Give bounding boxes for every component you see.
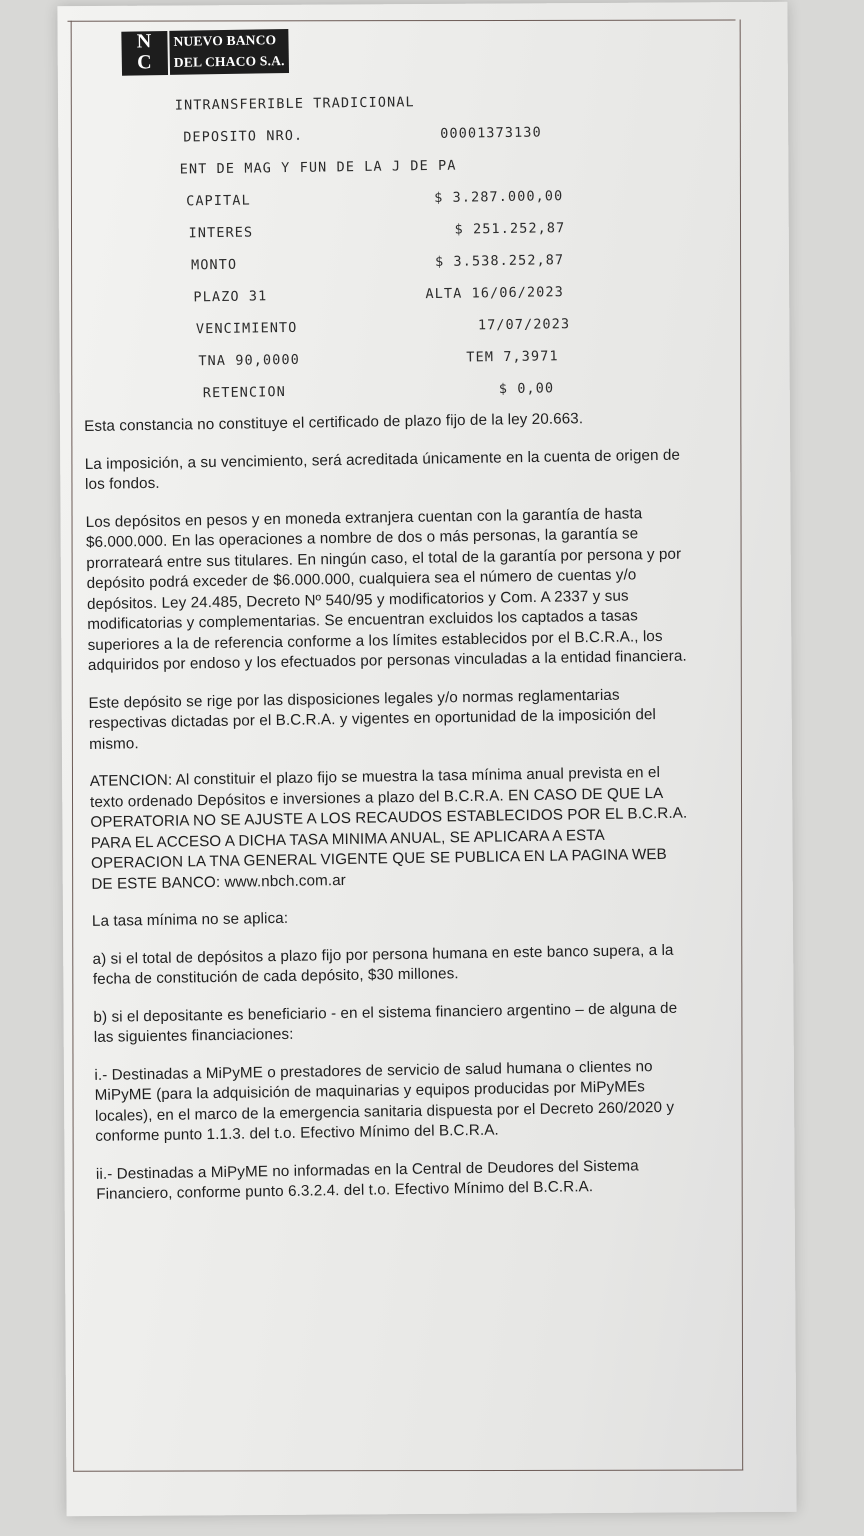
retention-label: RETENCION — [202, 384, 287, 402]
bank-logo-initials — [121, 31, 168, 76]
capital-label: CAPITAL — [186, 192, 251, 210]
legal-paragraph: a) si el total de depósitos a plazo fijo por persona humana en este banco supera, a la fecha de constitución de cada depósito, $30 millones. — [92, 941, 674, 988]
deposit-number-label: DEPOSITO NRO. — [183, 127, 304, 146]
capital-value: $ 3.287.000,00 — [434, 188, 564, 206]
deposit-number-value: 00001373130 — [440, 124, 542, 142]
legal-paragraph: Los depósitos en pesos y en moneda extranjera cuentan con la garantía de hasta $6.000.000. En las operaciones a nombre de dos o más personas, la garantía se prorrateará entre sus titulares. En ningún caso, el total de la garantía por persona y por depósito podrá exceder de $6.000.000, cualquiera sea el número de cuentas y/o depósitos. Ley 24.485, Decreto Nº 540/95 y modificatorios y Com. A 2337 y sus modificatorias y complementarias. Se encuentran excluidos los captados a tasas superiores a la de referencia conforme a los límites establecidos por el B.C.R.A., los adquiridos por endoso y los efectuados por personas vinculadas a la entidad financiera. — [85, 504, 687, 674]
legal-paragraph: La tasa mínima no se aplica: — [91, 909, 289, 930]
tna-label: TNA 90,0000 — [198, 351, 301, 370]
bank-logo-initial-2: C — [136, 51, 153, 74]
amount-label: MONTO — [190, 256, 238, 274]
tem-value: TEM 7,3971 — [466, 348, 559, 366]
bank-logo-line-1: NUEVO BANCO — [173, 32, 277, 49]
paper-sheet — [57, 2, 796, 1516]
term-label: PLAZO 31 — [193, 288, 268, 306]
legal-paragraph: Este depósito se rige por las disposiciones legales y/o normas reglamentarias respectivas dictadas por el B.C.R.A. y vigentes en oportunidad de la imposición del mismo. — [88, 686, 657, 753]
interest-label: INTERES — [188, 224, 254, 242]
bank-logo-wordmark — [169, 29, 289, 75]
maturity-value: 17/07/2023 — [477, 316, 571, 334]
deposit-details-block — [175, 90, 699, 417]
bank-logo-initial-1: N — [136, 30, 153, 53]
bank-logo — [121, 29, 289, 76]
legal-text-block — [84, 408, 697, 1223]
legal-paragraph: La imposición, a su vencimiento, será acreditada únicamente en la cuenta de origen de los fondos. — [84, 446, 681, 493]
retention-value: $ 0,00 — [498, 380, 555, 398]
maturity-label: VENCIMIENTO — [195, 319, 298, 338]
bank-logo-line-2: DEL CHACO S.A. — [173, 53, 285, 70]
legal-paragraph: ii.- Destinadas a MiPyME no informadas en la Central de Deudores del Sistema Financiero, conforme punto 6.3.2.4. del t.o. Efectivo Mínimo del B.C.R.A. — [95, 1156, 639, 1203]
start-date-value: ALTA 16/06/2023 — [425, 284, 564, 303]
deposit-type-label: INTRANSFERIBLE TRADICIONAL — [174, 94, 415, 114]
legal-paragraph: Esta constancia no constituye el certificado de plazo fijo de la ley 20.663. — [84, 410, 584, 435]
interest-value: $ 251.252,87 — [454, 220, 566, 238]
legal-paragraph: i.- Destinadas a MiPyME o prestadores de servicio de salud humana o clientes no MiPyME (para la adquisición de maquinarias y equipos producidas por MiPyMEs locales), en el marco de la emergencia sanitaria dispuesta por el Decreto 260/2020 y conforme punto 1.1.3. del t.o. Efectivo Mínimo del B.C.R.A. — [94, 1057, 675, 1145]
legal-paragraph: ATENCION: Al constituir el plazo fijo se muestra la tasa mínima anual prevista en el texto ordenado Depósitos e inversiones a plazo del B.C.R.A. EN CASO DE QUE LA OPERATORIA NO SE AJUSTE A LOS RECAUDOS ESTABLECIDOS POR EL B.C.R.A. PARA EL ACCESO A DICHA TASA MINIMA ANUAL, SE APLICARA A ESTA OPERACION LA TNA GENERAL VIGENTE QUE SE PUBLICA EN LA PAGINA WEB DE ESTE BANCO: www.nbch.com.ar — [89, 763, 688, 893]
legal-paragraph: b) si el depositante es beneficiario - en el sistema financiero argentino – de alguna de las siguientes financiaciones: — [93, 999, 678, 1046]
amount-value: $ 3.538.252,87 — [434, 252, 565, 270]
entity-label: ENT DE MAG Y FUN DE LA J DE PA — [179, 157, 457, 178]
